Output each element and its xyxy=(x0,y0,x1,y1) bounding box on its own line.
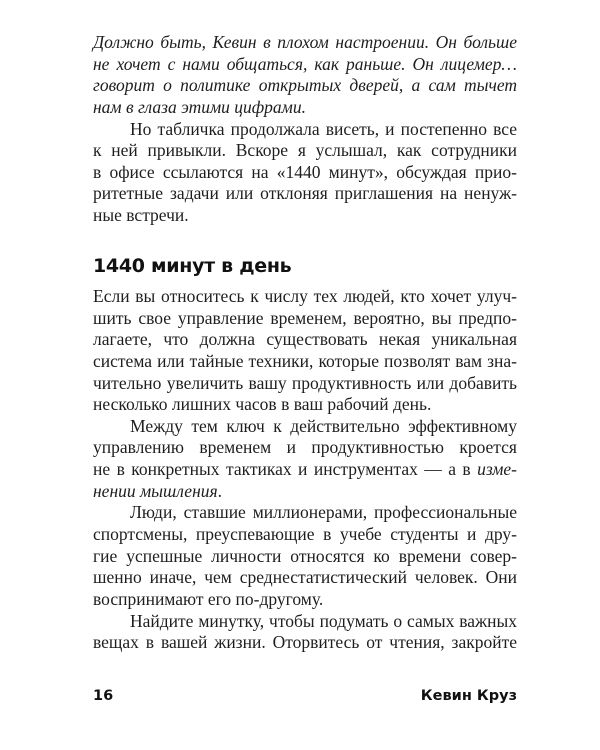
text-segment: не в конкретных тактиках и инструментах — а в xyxy=(93,459,478,480)
page-number: 16 xyxy=(93,688,114,704)
intro-text xyxy=(93,32,517,227)
italic-line: говорит о политике открытых дверей, а сам тычет xyxy=(93,75,517,96)
text-line: Найдите минутку, чтобы подумать о самых важных xyxy=(130,610,517,631)
text-line: лагаете, что должна существовать некая уникальная xyxy=(93,329,517,350)
text-line: вещах в вашей жизни. Оторвитесь от чтения, закройте xyxy=(93,632,517,653)
italic-line: нам в глаза этими цифрами. xyxy=(93,96,306,117)
text-line: шить свое управление временем, вероятно, вы предпо- xyxy=(93,307,517,328)
text-line: к ней привыкли. Вскоре я услышал, как сотрудники xyxy=(93,140,517,161)
section-body xyxy=(93,286,517,654)
text-line: в офисе ссылаются на «1440 минут», обсуждая прио- xyxy=(93,161,517,182)
text-line: управлению временем и продуктивностью кроется xyxy=(93,437,517,458)
italic-segment: нении мышления xyxy=(93,480,218,501)
text-line: несколько лишних часов в ваш рабочий день. xyxy=(93,394,432,415)
text-line xyxy=(93,459,517,481)
text-line xyxy=(93,481,517,503)
text-segment: . xyxy=(217,480,223,501)
text-line: шенно иначе, чем среднестатистический человек. Они xyxy=(93,567,517,588)
italic-line: Должно быть, Кевин в плохом настроении. Он больше xyxy=(93,32,517,52)
text-line: спортсмены, преуспевающие в учебе студенты и дру- xyxy=(93,524,517,545)
section-heading: 1440 минут в день xyxy=(93,255,292,277)
text-line: Люди, ставшие миллионерами, профессиональные xyxy=(130,502,517,523)
italic-segment: изме- xyxy=(477,459,517,480)
text-line: чительно увеличить вашу продуктивность или добавить xyxy=(93,372,517,393)
text-line: гие успешные личности относятся ко времени совер- xyxy=(93,545,517,566)
text-line: ные встречи. xyxy=(93,205,189,226)
text-line: Между тем ключ к действительно эффективному xyxy=(130,415,517,436)
text-line: воспринимают его по-другому. xyxy=(93,588,324,609)
running-footer-author: Кевин Круз xyxy=(420,688,517,704)
text-line: Но табличка продолжала висеть, и постепенно все xyxy=(130,118,517,139)
text-line: система или тайные техники, которые позволят вам зна- xyxy=(93,350,517,371)
italic-line: не хочет с нами общаться, как раньше. Он лицемер… xyxy=(93,53,517,74)
text-line: ритетные задачи или отклоняя приглашения на ненуж- xyxy=(93,183,517,204)
text-line: Если вы относитесь к числу тех людей, кто хочет улуч- xyxy=(93,286,517,306)
